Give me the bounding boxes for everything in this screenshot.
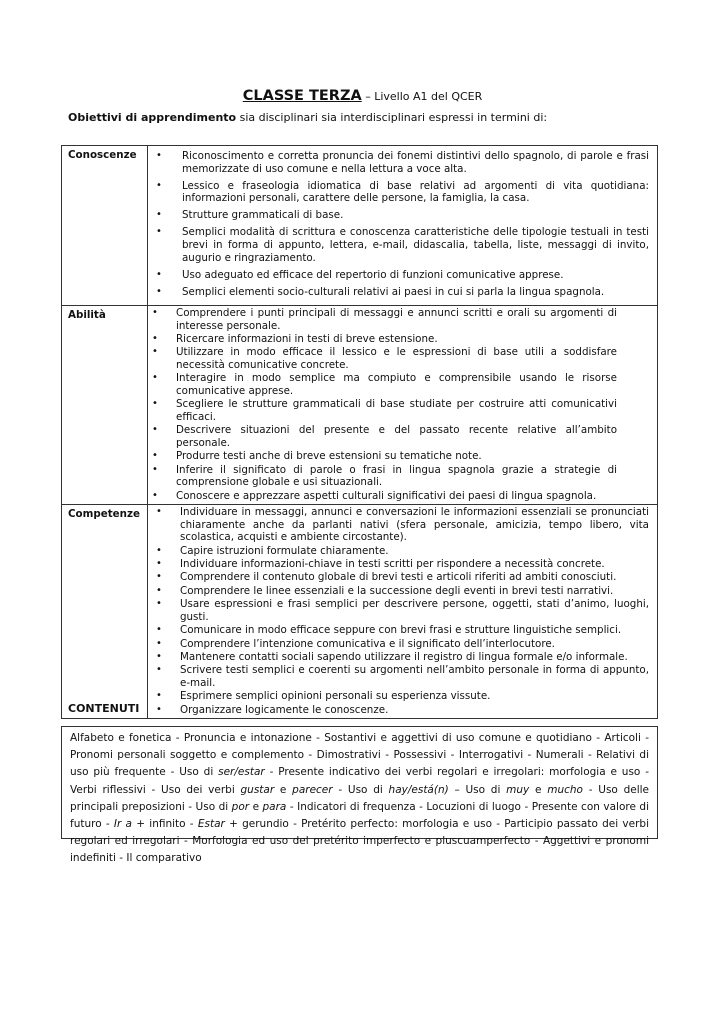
intro-rest: sia disciplinari sia interdisciplinari espressi in termini di: <box>236 111 548 124</box>
row-conoscenze <box>62 146 658 306</box>
contenuti-italic: mucho <box>547 783 583 796</box>
contenuti-text: + infinito - <box>132 818 198 831</box>
contenuti-heading: CONTENUTI <box>68 702 140 715</box>
list-item: • Interagire in modo semplice ma compiuto e comprensibile usando le risorse comunicative apprese. <box>176 372 617 397</box>
contenuti-italic: Estar <box>197 818 225 831</box>
list-conoscenze <box>148 146 657 305</box>
contenuti-italic: parecer <box>292 783 333 796</box>
intro-line <box>68 111 547 124</box>
contenuti-text: - Indicatori di frequenza - Locuzioni di luogo - Presente con valore di futuro - <box>70 800 649 831</box>
list-item: • Strutture grammaticali di base. <box>180 209 649 222</box>
contenuti-italic: Ir a <box>113 818 132 831</box>
contenuti-text: - Uso delle principali preposizioni - Uso di <box>70 783 650 813</box>
list-item: • Esprimere semplici opinioni personali su esperienza vissute. <box>180 690 649 703</box>
intro-bold: Obiettivi di apprendimento <box>68 111 237 124</box>
label-conoscenze: Conoscenze <box>62 146 148 306</box>
list-item: • Scegliere le strutture grammaticali di base studiate per costruire atti comunicativi efficaci. <box>176 398 617 423</box>
contenuti-italic: para <box>262 800 287 813</box>
contenuti-text: - Uso di <box>332 783 389 796</box>
list-competenze <box>148 505 657 718</box>
list-item: • Produrre testi anche di breve estensioni su tematiche note. <box>176 450 617 463</box>
list-item: • Conoscere e apprezzare aspetti culturali significativi dei paesi di lingua spagnola. <box>176 490 617 503</box>
list-item: • Individuare informazioni-chiave in testi scritti per rispondere a necessità concrete. <box>180 558 649 571</box>
contenuti-italic: hay/está(n) <box>388 783 449 796</box>
list-item: • Uso adeguato ed efficace del repertorio di funzioni comunicative apprese. <box>180 269 649 282</box>
list-item: • Comprendere le linee essenziali e la successione degli eventi in brevi testi narrativi. <box>180 585 649 598</box>
page-title <box>0 88 725 104</box>
row-competenze <box>62 505 658 719</box>
contenuti-text: - Presente indicativo dei verbi regolari e irregolari: morfologia e uso - Verbi riflessivi - Uso dei verbi <box>70 766 649 796</box>
cell-abilita <box>148 305 658 504</box>
list-item: • Comprendere il contenuto globale di brevi testi e articoli riferiti ad ambiti conosciuti. <box>180 571 649 584</box>
list-item: • Lessico e fraseologia idiomatica di base relativi ad argomenti di vita quotidiana: informazioni personali, carattere delle persone, la famiglia, la casa. <box>180 180 649 205</box>
title-main: CLASSE TERZA <box>242 88 362 104</box>
list-abilita <box>148 306 657 504</box>
list-item: • Comunicare in modo efficace seppure con brevi frasi e strutture linguistiche semplici. <box>180 624 649 637</box>
contenuti-text: e <box>529 783 548 796</box>
list-item: • Capire istruzioni formulate chiaramente. <box>180 545 649 558</box>
list-item: • Comprendere l’intenzione comunicativa e il significato dell’interlocutore. <box>180 638 649 651</box>
list-item: • Riconoscimento e corretta pronuncia dei fonemi distintivi dello spagnolo, di parole e frasi memorizzate di uso comune e nella lettura a voce alta. <box>180 150 649 175</box>
title-subtitle: – Livello A1 del QCER <box>361 90 483 103</box>
contenuti-italic: ser/estar <box>218 766 265 779</box>
label-competenze: Competenze <box>62 505 148 719</box>
contenuti-italic: gustar <box>240 783 275 796</box>
list-item: • Semplici modalità di scrittura e conoscenza caratteristiche delle tipologie testuali in testi brevi in forma di appunto, lettera, e-mail, didascalia, tabella, liste, messaggi di invito, augurio e ringraziamento. <box>180 226 649 264</box>
contenuti-italic: muy <box>506 783 530 796</box>
list-item: • Utilizzare in modo efficace il lessico e le espressioni di base utili a soddisfare necessità comunicative concrete. <box>176 346 617 371</box>
list-item: • Usare espressioni e frasi semplici per descrivere persone, oggetti, stati d’animo, luoghi, gusti. <box>180 598 649 623</box>
list-item: • Individuare in messaggi, annunci e conversazioni le informazioni essenziali se pronunciati chiaramente anche da parlanti nativi (sfera personale, amicizia, tempo libero, vita scolastica, acquisti e ambiente circostante). <box>180 506 649 544</box>
label-abilita: Abilità <box>62 305 148 504</box>
list-item: • Mantenere contatti sociali sapendo utilizzare il registro di lingua formale e/o informale. <box>180 651 649 664</box>
contenuti-text: e <box>274 783 293 796</box>
contenuti-text: + gerundio - Pretérito perfecto: morfologia e uso - Participio passato dei verbi regolari ed irregolari - Morfologia ed uso del pretérito imperfecto e pluscuamperfecto - Aggettivi e pronomi indefiniti - Il comparativo <box>70 818 649 865</box>
objectives-table <box>61 145 658 719</box>
contenuti-text: Alfabeto e fonetica - Pronuncia e intonazione - Sostantivi e aggettivi di uso comune e quotidiano - Articoli - Pronomi personali soggetto e complemento - Dimostrativi - Possessivi - Interrogativi - Numerali - Relativi di uso più frequente - Uso di <box>70 732 649 779</box>
cell-conoscenze <box>148 146 658 306</box>
list-item: • Comprendere i punti principali di messaggi e annunci scritti e orali su argomenti di interesse personale. <box>176 307 617 332</box>
list-item: • Organizzare logicamente le conoscenze. <box>180 704 649 717</box>
contenuti-text: e <box>249 800 263 813</box>
list-item: • Scrivere testi semplici e coerenti su argomenti nell’ambito personale in forma di appunto, e-mail. <box>180 664 649 689</box>
list-item: • Inferire il significato di parole o frasi in lingua spagnola grazie a strategie di comprensione globale e usi situazionali. <box>176 464 617 489</box>
cell-competenze <box>148 505 658 719</box>
contenuti-box <box>61 726 658 865</box>
list-item: • Descrivere situazioni del presente e del passato recente relative all’ambito personale. <box>176 424 617 449</box>
row-abilita <box>62 305 658 504</box>
contenuti-text: – Uso di <box>448 783 507 796</box>
list-item: • Ricercare informazioni in testi di breve estensione. <box>176 333 617 346</box>
list-item: • Semplici elementi socio-culturali relativi ai paesi in cui si parla la lingua spagnola. <box>180 286 649 299</box>
contenuti-italic: por <box>231 800 250 813</box>
